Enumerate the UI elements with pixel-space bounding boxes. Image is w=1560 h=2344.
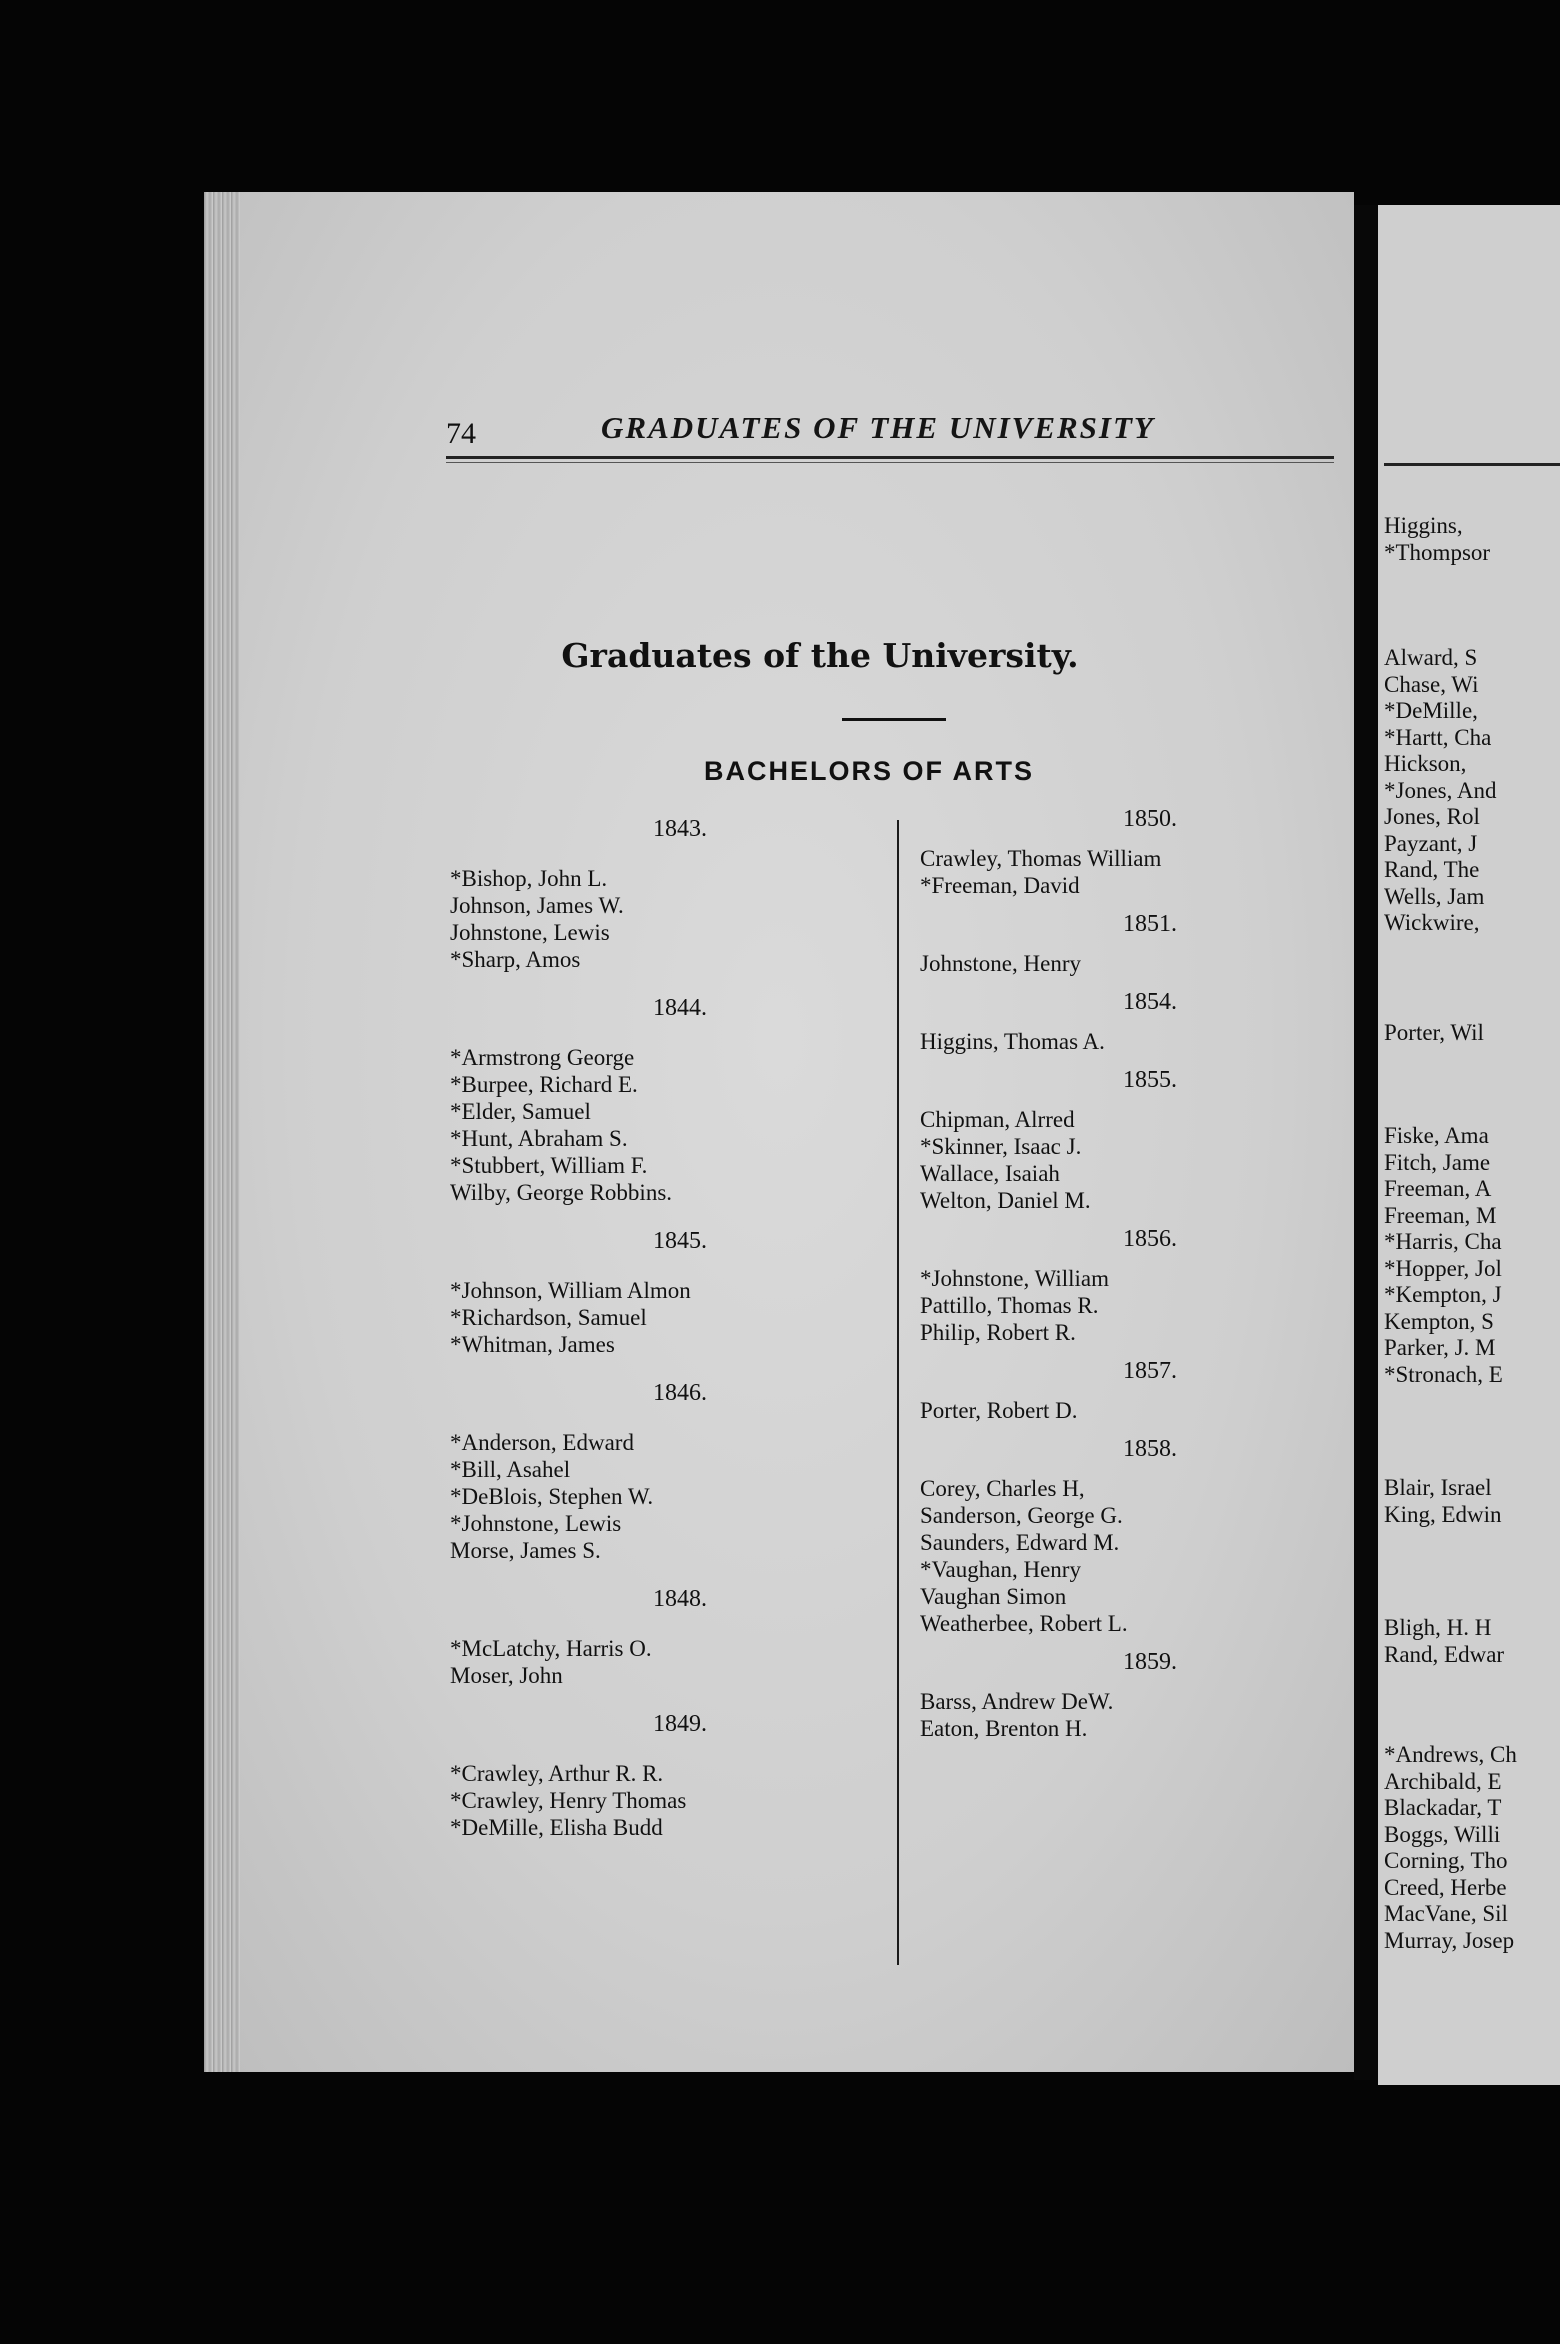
list-item: *Johnstone, Lewis: [450, 1511, 622, 1536]
list-item: Alward, S: [1384, 645, 1478, 670]
list-item: Archibald, E: [1384, 1768, 1502, 1794]
list-item: Weatherbee, Robert L.: [920, 1611, 1128, 1636]
name-list: [920, 1265, 1340, 1346]
list-item: Murray, Josep: [1384, 1927, 1515, 1953]
page-header: [446, 405, 1336, 455]
year-heading: 1843.: [653, 816, 707, 842]
list-item: Chipman, Alrred: [920, 1107, 1075, 1132]
list-item: Pattillo, Thomas R.: [920, 1293, 1099, 1318]
name-list: [920, 845, 1340, 899]
facing-page-names-group-4: [1384, 1123, 1503, 1388]
list-item: Parker, J. M: [1384, 1335, 1496, 1360]
list-item: Wickwire,: [1384, 910, 1480, 935]
list-item: MacVane, Sil: [1384, 1901, 1508, 1926]
header-rule-thin: [446, 462, 1334, 463]
list-item: Rand, The: [1384, 857, 1480, 882]
year-heading: 1851.: [1123, 911, 1177, 937]
year-heading: 1856.: [1123, 1226, 1177, 1252]
list-item: Jones, Rol: [1384, 804, 1480, 829]
list-item: *Armstrong George: [450, 1045, 635, 1070]
list-item: *Vaughan, Henry: [920, 1557, 1081, 1582]
list-item: Johnstone, Lewis: [450, 920, 610, 945]
facing-page-names-group-1: [1384, 513, 1490, 566]
list-item: Chase, Wi: [1384, 671, 1479, 697]
page-title: Graduates of the University.: [561, 636, 1079, 675]
facing-page-names-group-5: [1384, 1475, 1502, 1528]
title-rule: [842, 718, 946, 721]
list-item: Creed, Herbe: [1384, 1874, 1507, 1900]
list-item: King, Edwin: [1384, 1501, 1502, 1527]
facing-page-names-group-3: [1384, 1020, 1484, 1047]
list-item: *Stubbert, William F.: [450, 1153, 648, 1178]
list-item: *Kempton, J: [1384, 1282, 1502, 1307]
list-item: Morse, James S.: [450, 1538, 601, 1563]
left-column: [450, 816, 870, 1841]
section-subtitle: BACHELORS OF ARTS: [704, 756, 1034, 786]
list-item: *Bishop, John L.: [450, 866, 608, 891]
right-column: [920, 806, 1340, 1742]
year-heading: 1854.: [1123, 989, 1177, 1015]
column-divider: [897, 820, 899, 1965]
list-item: Eaton, Brenton H.: [920, 1716, 1088, 1741]
list-item: *Hunt, Abraham S.: [450, 1126, 628, 1151]
facing-page: [1378, 205, 1560, 2085]
list-item: Kempton, S: [1384, 1308, 1494, 1334]
facing-page-rule: [1384, 463, 1560, 466]
year-heading: 1858.: [1123, 1436, 1177, 1462]
list-item: *DeBlois, Stephen W.: [450, 1484, 654, 1509]
list-item: *Thompsor: [1384, 539, 1491, 565]
list-item: Welton, Daniel M.: [920, 1188, 1091, 1213]
list-item: *Johnson, William Almon: [450, 1278, 691, 1303]
list-item: Philip, Robert R.: [920, 1320, 1076, 1345]
list-item: Blackadar, T: [1384, 1795, 1502, 1820]
list-item: *McLatchy, Harris O.: [450, 1636, 652, 1661]
list-item: Bligh, H. H: [1384, 1615, 1492, 1640]
list-item: *Anderson, Edward: [450, 1430, 634, 1455]
list-item: *Crawley, Henry Thomas: [450, 1788, 687, 1813]
year-heading: 1845.: [653, 1228, 707, 1254]
list-item: Blair, Israel: [1384, 1475, 1492, 1500]
page-edges: [204, 192, 240, 2072]
list-item: *Jones, And: [1384, 777, 1497, 803]
list-item: *Freeman, David: [920, 873, 1080, 898]
list-item: Johnson, James W.: [450, 893, 624, 918]
list-item: *Burpee, Richard E.: [450, 1072, 638, 1097]
name-list: [920, 1475, 1340, 1637]
list-item: *Skinner, Isaac J.: [920, 1134, 1082, 1159]
list-item: *DeMille,: [1384, 698, 1478, 723]
list-item: Sanderson, George G.: [920, 1503, 1123, 1528]
facing-page-names-group-6: [1384, 1615, 1504, 1668]
list-item: *Richardson, Samuel: [450, 1305, 647, 1330]
name-list: [920, 950, 1340, 977]
name-list: [920, 1028, 1340, 1055]
name-list: [450, 865, 870, 973]
list-item: Higgins,: [1384, 513, 1463, 538]
list-item: Saunders, Edward M.: [920, 1530, 1120, 1555]
list-item: Johnstone, Henry: [920, 951, 1081, 976]
name-list: [450, 1044, 870, 1206]
list-item: Wilby, George Robbins.: [450, 1180, 673, 1205]
name-list: [450, 1635, 870, 1689]
list-item: Boggs, Willi: [1384, 1821, 1501, 1847]
facing-page-names-group-2: [1384, 645, 1496, 937]
year-heading: 1859.: [1123, 1649, 1177, 1675]
list-item: Crawley, Thomas William: [920, 846, 1162, 871]
list-item: Hickson,: [1384, 751, 1467, 776]
year-heading: 1848.: [653, 1586, 707, 1612]
list-item: *Hopper, Jol: [1384, 1255, 1502, 1281]
list-item: Porter, Wil: [1384, 1020, 1484, 1045]
running-head: GRADUATES OF THE UNIVERSITY: [601, 410, 1155, 445]
list-item: Corey, Charles H,: [920, 1476, 1085, 1501]
list-item: Porter, Robert D.: [920, 1398, 1078, 1423]
year-heading: 1850.: [1123, 806, 1177, 832]
year-heading: 1846.: [653, 1380, 707, 1406]
list-item: *Stronach, E: [1384, 1361, 1503, 1387]
list-item: Payzant, J: [1384, 830, 1478, 856]
list-item: *Harris, Cha: [1384, 1229, 1502, 1254]
list-item: *DeMille, Elisha Budd: [450, 1815, 663, 1840]
name-list: [920, 1106, 1340, 1214]
list-item: Freeman, M: [1384, 1202, 1497, 1228]
facing-page-names-group-7: [1384, 1742, 1517, 1954]
list-item: *Sharp, Amos: [450, 947, 581, 972]
header-rule: [446, 456, 1334, 459]
page-number: 74: [446, 417, 476, 450]
list-item: Vaughan Simon: [920, 1584, 1067, 1609]
year-heading: 1855.: [1123, 1067, 1177, 1093]
name-list: [920, 1397, 1340, 1424]
list-item: Higgins, Thomas A.: [920, 1029, 1105, 1054]
list-item: *Andrews, Ch: [1384, 1742, 1517, 1767]
list-item: Corning, Tho: [1384, 1848, 1508, 1873]
list-item: *Hartt, Cha: [1384, 724, 1492, 750]
year-heading: 1849.: [653, 1711, 707, 1737]
list-item: Freeman, A: [1384, 1176, 1492, 1201]
list-item: Barss, Andrew DeW.: [920, 1689, 1114, 1714]
name-list: [920, 1688, 1340, 1742]
list-item: Fiske, Ama: [1384, 1123, 1489, 1148]
list-item: *Whitman, James: [450, 1332, 615, 1357]
year-heading: 1857.: [1123, 1358, 1177, 1384]
list-item: Rand, Edwar: [1384, 1641, 1505, 1667]
name-list: [450, 1277, 870, 1358]
list-item: *Elder, Samuel: [450, 1099, 591, 1124]
list-item: *Johnstone, William: [920, 1266, 1110, 1291]
list-item: *Crawley, Arthur R. R.: [450, 1761, 664, 1786]
year-heading: 1844.: [653, 995, 707, 1021]
list-item: *Bill, Asahel: [450, 1457, 571, 1482]
list-item: Fitch, Jame: [1384, 1149, 1491, 1175]
book-gutter: [1354, 205, 1378, 2080]
list-item: Wells, Jam: [1384, 883, 1485, 909]
name-list: [450, 1760, 870, 1841]
name-list: [450, 1429, 870, 1564]
list-item: Wallace, Isaiah: [920, 1161, 1060, 1186]
list-item: Moser, John: [450, 1663, 563, 1688]
